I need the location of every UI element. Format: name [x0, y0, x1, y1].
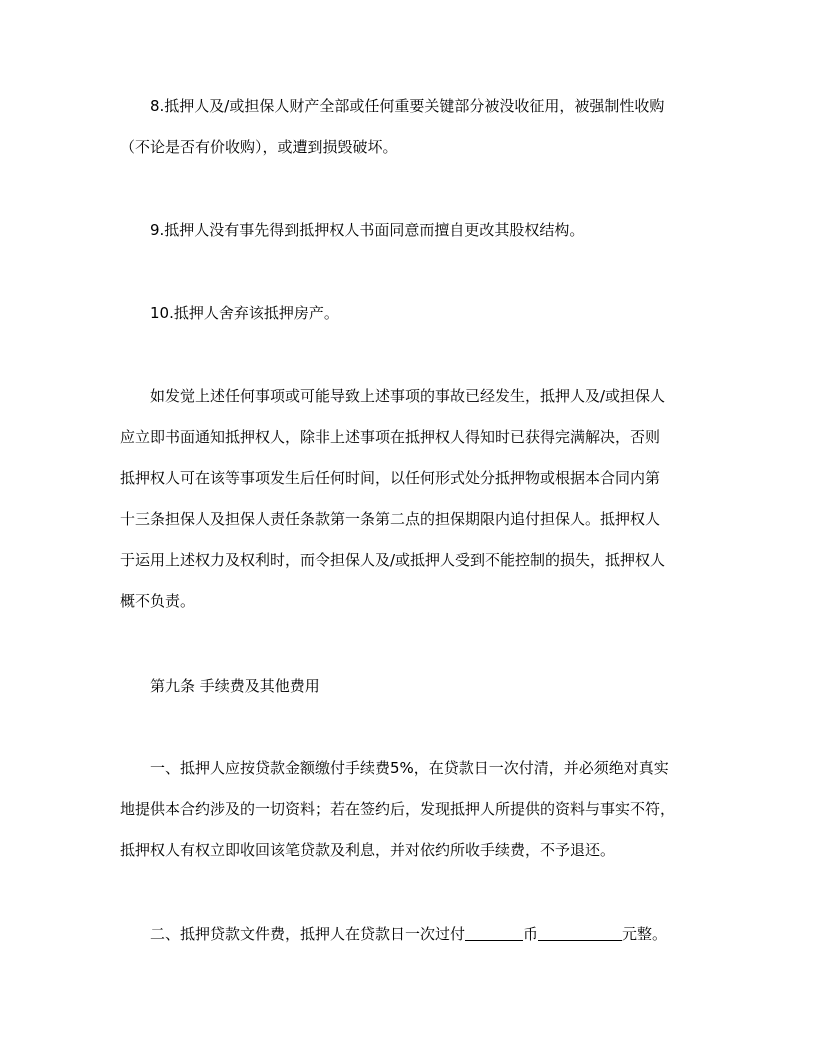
text-line: 十三条担保人及担保人责任条款第一条第二点的担保期限内追付担保人。抵押权人 — [120, 510, 661, 528]
text-line: 9.抵押人没有事先得到抵押权人书面同意而擅自更改其股权结构。 — [150, 221, 585, 239]
text-line: 地提供本合约涉及的一切资料；若在签约后，发现抵押人所提供的资料与事实不符， — [120, 800, 676, 818]
text-line: 一、抵押人应按贷款金额缴付手续费5%，在贷款日一次付清，并必须绝对真实 — [150, 759, 669, 777]
text-line: （不论是否有价收购），或遭到损毁破坏。 — [120, 138, 398, 156]
text-line — [120, 914, 700, 955]
clause-item-9 — [120, 210, 700, 251]
fee-clause-2 — [120, 914, 700, 955]
fee-line-prefix: 二、抵押贷款文件费，抵押人在贷款日一次过付 — [150, 925, 466, 943]
article-9-heading — [120, 666, 700, 707]
currency-blank-field[interactable] — [465, 924, 523, 941]
text-line: 如发觉上述任何事项或可能导致上述事项的事故已经发生，抵押人及/或担保人 — [150, 387, 666, 405]
text-line: 于运用上述权力及权利时，而令担保人及/或抵押人受到不能控制的损失，抵押权人 — [120, 551, 666, 569]
section-heading: 第九条 手续费及其他费用 — [150, 677, 320, 695]
fee-line-suffix: 元整。 — [622, 925, 668, 943]
clause-item-8 — [120, 86, 700, 168]
notice-paragraph — [120, 376, 700, 622]
clause-item-10 — [120, 293, 700, 334]
fee-clause-1 — [120, 748, 700, 871]
fee-line-currency: 币 — [523, 925, 539, 943]
text-line: 8.抵押人及/或担保人财产全部或任何重要关键部分被没收征用，被强制性收购 — [150, 97, 665, 115]
text-line: 应立即书面通知抵押权人，除非上述事项在抵押权人得知时已获得完满解决，否则 — [120, 428, 661, 446]
text-line: 10.抵押人舍弃该抵押房产。 — [150, 304, 339, 322]
text-line: 抵押权人可在该等事项发生后任何时间，以任何形式处分抵押物或根据本合同内第 — [120, 469, 661, 487]
text-line: 概不负责。 — [120, 592, 196, 610]
amount-blank-field[interactable] — [538, 924, 622, 941]
text-line: 抵押权人有权立即收回该笔贷款及利息，并对依约所收手续费，不予退还。 — [120, 841, 616, 859]
